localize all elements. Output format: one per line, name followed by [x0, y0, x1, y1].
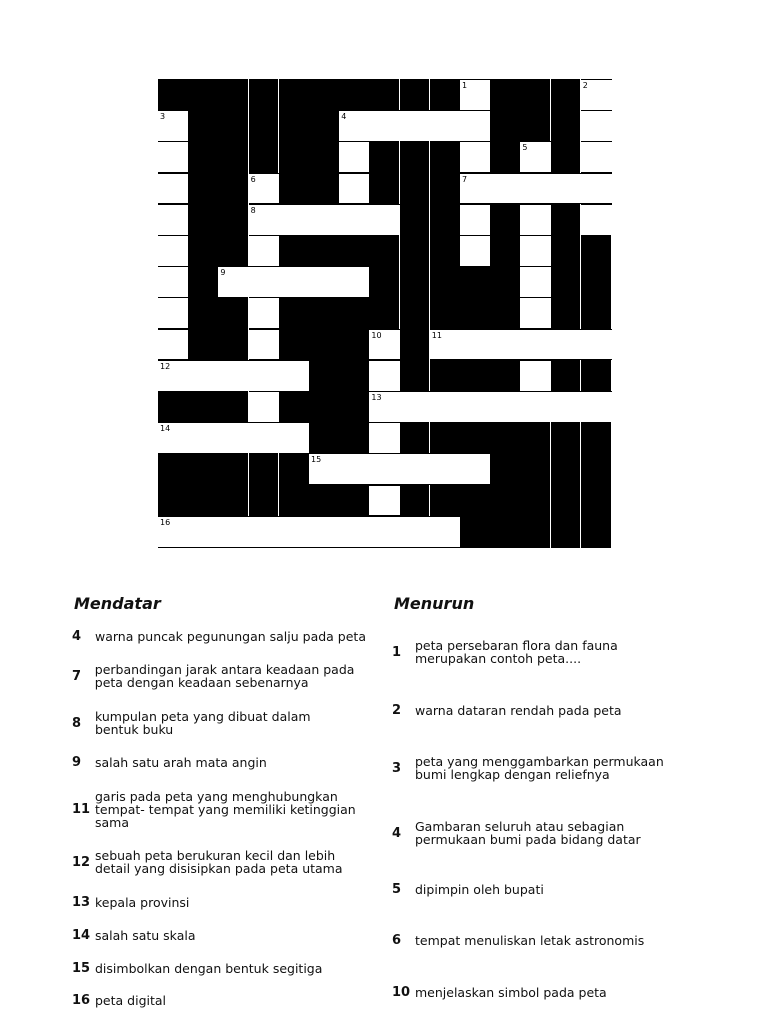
clue-number: 1 [392, 644, 402, 660]
crossword-cell-black [490, 453, 521, 485]
crossword-cell-black [279, 329, 310, 361]
clue-number: 2 [392, 702, 402, 718]
crossword-cell-white[interactable] [249, 235, 280, 267]
crossword-cell-black [249, 453, 280, 485]
clue-number: 5 [392, 881, 402, 897]
crossword-cell-black [430, 297, 461, 329]
crossword-cell-black [188, 79, 219, 111]
crossword-cell-white[interactable] [249, 266, 280, 298]
crossword-cell-white[interactable] [581, 391, 612, 423]
across-clue-7 [72, 661, 372, 691]
crossword-cell-white[interactable] [460, 204, 491, 236]
crossword-cell-black [581, 516, 612, 548]
cell-number-10: 10 [371, 330, 382, 340]
crossword-cell-black [551, 422, 582, 454]
crossword-cell-black [520, 516, 551, 548]
crossword-cell-white[interactable] [309, 204, 340, 236]
crossword-cell-black [400, 204, 431, 236]
crossword-cell-white[interactable] [158, 297, 189, 329]
crossword-cell-black [218, 329, 249, 361]
crossword-cell-black [400, 173, 431, 205]
crossword-cell-black [309, 391, 340, 423]
crossword-cell-white[interactable] [460, 235, 491, 267]
clue-number: 8 [72, 715, 82, 731]
crossword-cell-black [551, 79, 582, 111]
clue-number: 12 [72, 854, 91, 870]
clue-number: 4 [392, 825, 402, 841]
crossword-cell-white[interactable] [460, 329, 491, 361]
crossword-cell-white[interactable] [188, 422, 219, 454]
crossword-cell-black [339, 422, 370, 454]
clue-text: peta digital [95, 992, 167, 1008]
crossword-cell-white[interactable] [581, 110, 612, 142]
crossword-cell-black [369, 173, 400, 205]
crossword-cell-black [309, 360, 340, 392]
crossword-cell-white[interactable] [339, 173, 370, 205]
clue-text: warna puncak pegunungan salju pada peta [95, 628, 366, 644]
crossword-cell-black [218, 297, 249, 329]
clue-text: salah satu arah mata angin [95, 754, 267, 770]
crossword-cell-black [218, 204, 249, 236]
across-heading: Mendatar [74, 594, 161, 613]
crossword-cell-white[interactable] [430, 391, 461, 423]
crossword-cell-white[interactable] [460, 141, 491, 173]
crossword-cell-white[interactable] [279, 204, 310, 236]
crossword-cell-white[interactable] [460, 110, 491, 142]
crossword-cell-black [279, 453, 310, 485]
across-clue-15 [72, 959, 372, 977]
clue-text: dipimpin oleh bupati [415, 881, 544, 897]
clue-number: 15 [72, 960, 91, 976]
crossword-cell-white[interactable] [430, 453, 461, 485]
crossword-cell-black [158, 391, 189, 423]
crossword-cell-black [309, 79, 340, 111]
crossword-cell-black [218, 235, 249, 267]
crossword-cell-white[interactable] [551, 173, 582, 205]
crossword-cell-black [400, 360, 431, 392]
clue-text: peta persebaran flora dan fauna merupakan contoh peta.... [415, 638, 618, 666]
crossword-cell-white[interactable] [279, 516, 310, 548]
crossword-cell-white[interactable] [158, 173, 189, 205]
crossword-cell-white[interactable] [460, 391, 491, 423]
crossword-cell-white[interactable] [581, 204, 612, 236]
crossword-cell-white[interactable] [520, 329, 551, 361]
crossword-cell-black [249, 79, 280, 111]
clue-number: 9 [72, 754, 82, 770]
crossword-cell-black [400, 422, 431, 454]
crossword-cell-black [520, 453, 551, 485]
crossword-cell-white[interactable] [520, 360, 551, 392]
crossword-cell-black [158, 485, 189, 517]
down-heading: Menurun [394, 594, 475, 613]
crossword-cell-black [218, 485, 249, 517]
clue-number: 16 [72, 992, 91, 1008]
cell-number-12: 12 [160, 361, 171, 371]
clue-text: menjelaskan simbol pada peta [415, 984, 607, 1000]
crossword-cell-white[interactable] [520, 266, 551, 298]
crossword-cell-black [218, 110, 249, 142]
cell-number-1: 1 [462, 81, 468, 90]
crossword-cell-black [188, 204, 219, 236]
crossword-cell-black [490, 235, 521, 267]
down-clue-4 [392, 818, 702, 848]
crossword-cell-white[interactable] [279, 266, 310, 298]
cell-number-9: 9 [220, 268, 226, 278]
crossword-cell-white[interactable] [218, 516, 249, 548]
crossword-cell-black [551, 485, 582, 517]
clue-number: 7 [72, 668, 82, 684]
down-clue-3 [392, 753, 702, 783]
crossword-cell-black [279, 485, 310, 517]
crossword-cell-black [581, 266, 612, 298]
clue-text: garis pada peta yang menghubungkan tempat- tempat yang memiliki ketinggian sama [95, 788, 356, 830]
crossword-cell-black [218, 173, 249, 205]
crossword-cell-white[interactable] [249, 516, 280, 548]
crossword-cell-black [400, 329, 431, 361]
cell-number-2: 2 [582, 81, 588, 90]
crossword-cell-black [158, 79, 189, 111]
crossword-cell-black [490, 360, 521, 392]
crossword-cell-black [551, 110, 582, 142]
crossword-cell-black [430, 485, 461, 517]
crossword-cell-black [188, 391, 219, 423]
crossword-cell-white[interactable] [490, 173, 521, 205]
clue-text: kumpulan peta yang dibuat dalam bentuk buku [95, 709, 311, 737]
crossword-cell-white[interactable] [339, 453, 370, 485]
crossword-cell-black [218, 141, 249, 173]
crossword-cell-white[interactable] [158, 329, 189, 361]
clue-text: warna dataran rendah pada peta [415, 702, 622, 718]
crossword-cell-black [430, 266, 461, 298]
crossword-cell-black [188, 329, 219, 361]
crossword-cell-white[interactable] [158, 235, 189, 267]
crossword-cell-black [188, 485, 219, 517]
crossword-cell-black [430, 360, 461, 392]
clue-number: 3 [392, 760, 402, 776]
crossword-cell-white[interactable] [369, 422, 400, 454]
crossword-cell-black [490, 266, 521, 298]
crossword-cell-black [581, 360, 612, 392]
crossword-cell-black [430, 79, 461, 111]
crossword-cell-white[interactable] [309, 266, 340, 298]
cell-number-14: 14 [160, 424, 171, 434]
crossword-cell-white[interactable] [158, 204, 189, 236]
crossword-cell-black [309, 235, 340, 267]
crossword-cell-white[interactable] [581, 173, 612, 205]
crossword-cell-white[interactable] [369, 360, 400, 392]
crossword-cell-white[interactable] [218, 360, 249, 392]
across-clue-16 [72, 991, 372, 1009]
crossword-cell-black [339, 297, 370, 329]
crossword-cell-white[interactable] [430, 516, 461, 548]
crossword-cell-white[interactable] [430, 110, 461, 142]
crossword-cell-black [339, 485, 370, 517]
crossword-cell-black [490, 422, 521, 454]
crossword-cell-white[interactable] [520, 173, 551, 205]
across-clue-11 [72, 787, 372, 831]
crossword-cell-black [309, 329, 340, 361]
crossword-cell-black [249, 485, 280, 517]
clue-text: disimbolkan dengan bentuk segitiga [95, 960, 323, 976]
crossword-cell-white[interactable] [188, 516, 219, 548]
crossword-cell-black [551, 453, 582, 485]
crossword-cell-black [279, 141, 310, 173]
crossword-cell-black [188, 297, 219, 329]
down-clue-2 [392, 701, 702, 719]
crossword-cell-black [188, 110, 219, 142]
crossword-cell-black [188, 235, 219, 267]
crossword-cell-white[interactable] [369, 516, 400, 548]
clue-text: Gambaran seluruh atau sebagian permukaan bumi pada bidang datar [415, 819, 641, 847]
clue-number: 10 [392, 984, 411, 1000]
crossword-cell-white[interactable] [339, 266, 370, 298]
down-clue-1 [392, 637, 702, 667]
across-clue-4 [72, 627, 372, 645]
crossword-cell-black [490, 297, 521, 329]
crossword-cell-white[interactable] [369, 110, 400, 142]
crossword-cell-black [339, 391, 370, 423]
crossword-cell-white[interactable] [188, 360, 219, 392]
crossword-cell-black [430, 422, 461, 454]
crossword-cell-black [490, 516, 521, 548]
crossword-cell-black [460, 266, 491, 298]
clue-number: 13 [72, 894, 91, 910]
crossword-cell-black [279, 235, 310, 267]
crossword-cell-black [551, 235, 582, 267]
crossword-cell-black [460, 360, 491, 392]
crossword-cell-black [581, 453, 612, 485]
crossword-cell-black [309, 110, 340, 142]
crossword-cell-black [520, 485, 551, 517]
crossword-cell-white[interactable] [520, 391, 551, 423]
crossword-cell-white[interactable] [309, 516, 340, 548]
crossword-cell-white[interactable] [520, 297, 551, 329]
across-clue-13 [72, 893, 372, 911]
down-clue-5 [392, 880, 702, 898]
crossword-cell-black [551, 516, 582, 548]
cell-number-5: 5 [522, 143, 528, 153]
crossword-cell-white[interactable] [581, 329, 612, 361]
crossword-cell-black [279, 297, 310, 329]
crossword-cell-white[interactable] [279, 360, 310, 392]
crossword-cell-white[interactable] [158, 266, 189, 298]
crossword-cell-black [551, 297, 582, 329]
crossword-cell-black [551, 141, 582, 173]
crossword-cell-black [400, 485, 431, 517]
crossword-cell-black [430, 204, 461, 236]
clue-number: 4 [72, 628, 82, 644]
crossword-cell-black [460, 516, 491, 548]
crossword-cell-white[interactable] [520, 204, 551, 236]
cell-number-15: 15 [311, 455, 322, 465]
crossword-cell-black [400, 79, 431, 111]
across-clue-8 [72, 708, 372, 738]
crossword-cell-white[interactable] [581, 141, 612, 173]
crossword-cell-white[interactable] [400, 453, 431, 485]
crossword-cell-black [309, 485, 340, 517]
crossword-cell-black [309, 141, 340, 173]
crossword-cell-white[interactable] [249, 391, 280, 423]
across-clue-9 [72, 753, 372, 771]
crossword-cell-black [339, 329, 370, 361]
crossword-cell-white[interactable] [339, 141, 370, 173]
crossword-cell-black [490, 485, 521, 517]
crossword-cell-black [460, 422, 491, 454]
crossword-cell-black [551, 266, 582, 298]
crossword-cell-white[interactable] [460, 453, 491, 485]
clue-text: kepala provinsi [95, 894, 190, 910]
crossword-cell-black [430, 173, 461, 205]
crossword-cell-black [551, 204, 582, 236]
crossword-cell-black [400, 141, 431, 173]
crossword-cell-white[interactable] [400, 516, 431, 548]
clue-text: sebuah peta berukuran kecil dan lebih detail yang disisipkan pada peta utama [95, 848, 343, 876]
crossword-cell-white[interactable] [279, 422, 310, 454]
crossword-cell-white[interactable] [249, 297, 280, 329]
crossword-cell-black [490, 110, 521, 142]
crossword-cell-black [188, 266, 219, 298]
crossword-cell-black [581, 235, 612, 267]
crossword-cell-white[interactable] [249, 422, 280, 454]
crossword-cell-white[interactable] [520, 235, 551, 267]
clue-number: 11 [72, 801, 91, 817]
crossword-cell-black [279, 110, 310, 142]
cell-number-3: 3 [160, 112, 166, 122]
crossword-cell-white[interactable] [551, 391, 582, 423]
crossword-cell-white[interactable] [218, 422, 249, 454]
crossword-cell-black [339, 360, 370, 392]
crossword-cell-black [339, 79, 370, 111]
crossword-cell-black [581, 297, 612, 329]
crossword-cell-black [369, 266, 400, 298]
clue-number: 14 [72, 927, 91, 943]
crossword-cell-white[interactable] [490, 329, 521, 361]
crossword-cell-black [520, 422, 551, 454]
across-clue-14 [72, 926, 372, 944]
cell-number-13: 13 [371, 393, 382, 402]
crossword-cell-black [460, 297, 491, 329]
clue-text: tempat menuliskan letak astronomis [415, 932, 645, 948]
crossword-cell-white[interactable] [490, 391, 521, 423]
crossword-cell-white[interactable] [369, 204, 400, 236]
crossword-cell-black [490, 204, 521, 236]
down-clue-6 [392, 931, 702, 949]
crossword-cell-black [400, 297, 431, 329]
cell-number-4: 4 [341, 112, 347, 122]
crossword-cell-black [309, 173, 340, 205]
crossword-cell-white[interactable] [369, 453, 400, 485]
cell-number-7: 7 [462, 174, 468, 184]
crossword-cell-black [460, 485, 491, 517]
crossword-cell-black [369, 141, 400, 173]
crossword-cell-black [218, 79, 249, 111]
cell-number-8: 8 [250, 205, 256, 215]
crossword-cell-black [218, 453, 249, 485]
crossword-cell-black [249, 141, 280, 173]
crossword-cell-black [309, 297, 340, 329]
cell-number-6: 6 [250, 174, 256, 184]
crossword-cell-black [339, 235, 370, 267]
clue-text: perbandingan jarak antara keadaan pada peta dengan keadaan sebenarnya [94, 662, 355, 690]
crossword-cell-black [188, 453, 219, 485]
crossword-cell-white[interactable] [339, 516, 370, 548]
crossword-cell-white[interactable] [400, 391, 431, 423]
crossword-cell-black [309, 422, 340, 454]
crossword-cell-black [490, 141, 521, 173]
down-clue-10 [392, 983, 702, 1001]
across-clue-12 [72, 847, 372, 877]
crossword-cell-black [218, 391, 249, 423]
crossword-cell-white[interactable] [249, 329, 280, 361]
cell-number-16: 16 [160, 517, 171, 527]
crossword-cell-black [279, 173, 310, 205]
crossword-cell-black [430, 235, 461, 267]
crossword-cell-black [369, 297, 400, 329]
crossword-cell-black [249, 110, 280, 142]
crossword-cell-black [279, 391, 310, 423]
crossword-cell-black [520, 110, 551, 142]
crossword-cell-black [369, 235, 400, 267]
cell-number-11: 11 [431, 330, 442, 340]
crossword-cell-black [369, 79, 400, 111]
crossword-cell-white[interactable] [158, 141, 189, 173]
clue-number: 6 [392, 932, 402, 948]
crossword-cell-black [158, 453, 189, 485]
crossword-cell-black [551, 360, 582, 392]
crossword-cell-black [430, 141, 461, 173]
crossword-cell-black [490, 79, 521, 111]
crossword-cell-white[interactable] [249, 360, 280, 392]
crossword-cell-white[interactable] [551, 329, 582, 361]
clue-text: salah satu skala [95, 927, 196, 943]
crossword-cell-white[interactable] [400, 110, 431, 142]
crossword-cell-black [581, 485, 612, 517]
crossword-cell-white[interactable] [369, 485, 400, 517]
crossword-cell-black [400, 235, 431, 267]
crossword-cell-white[interactable] [339, 204, 370, 236]
crossword-cell-black [279, 79, 310, 111]
crossword-cell-black [400, 266, 431, 298]
crossword-cell-black [581, 422, 612, 454]
crossword-cell-black [188, 141, 219, 173]
crossword-cell-black [520, 79, 551, 111]
crossword-cell-black [188, 173, 219, 205]
clue-text: peta yang menggambarkan permukaan bumi lengkap dengan reliefnya [415, 754, 664, 782]
